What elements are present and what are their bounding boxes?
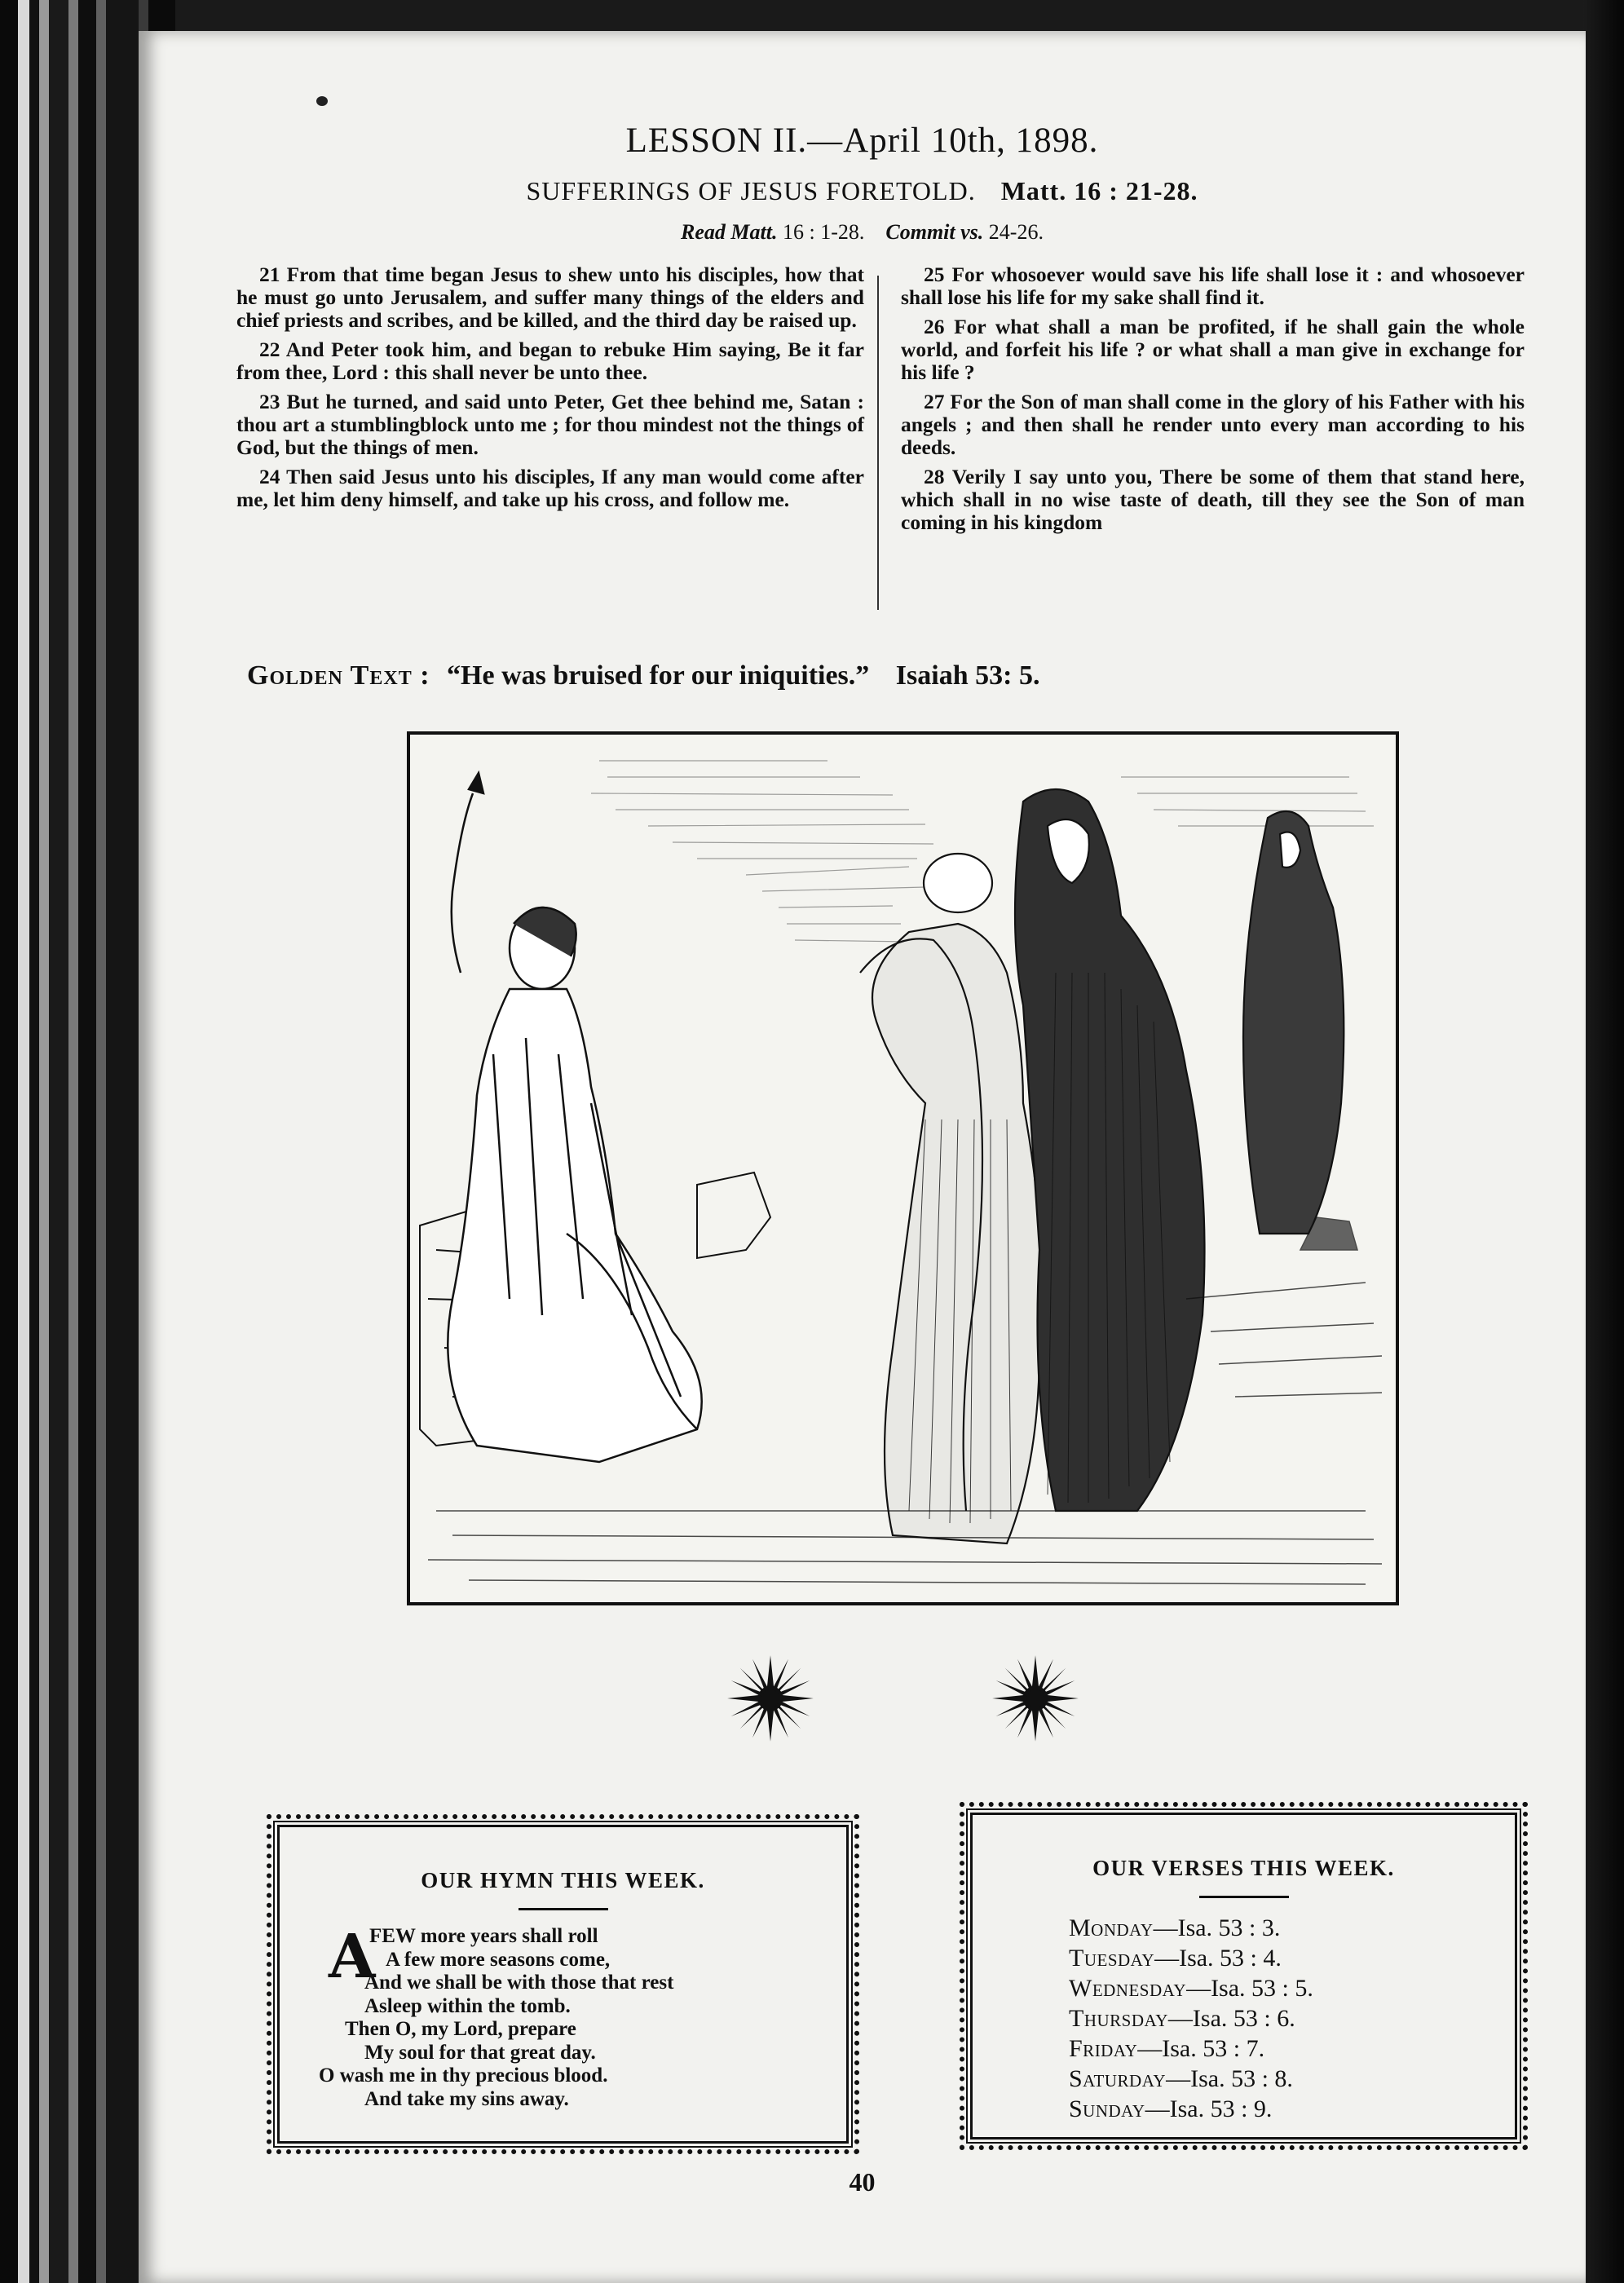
verse-day: Sunday <box>1069 2095 1145 2122</box>
verse-day: Thursday <box>1069 2005 1168 2032</box>
verse-day-item <box>1069 2003 1515 2034</box>
golden-text-quote: “He was bruised for our iniquities.” <box>447 660 870 691</box>
hymn-line: And take my sins away. <box>364 2087 569 2110</box>
verse-22: 22 And Peter took him, and began to rebuke Him saying, Be it far from thee, Lord : this shall never be unto thee. <box>236 338 864 384</box>
verse-ref: —Isa. 53 : 9. <box>1145 2095 1273 2122</box>
hymn-title-rule <box>519 1908 608 1910</box>
verse-27: 27 For the Son of man shall come in the glory of his Father with his angels ; and then shall he render unto every man according to his deeds. <box>901 390 1525 459</box>
hymn-title: OUR HYMN THIS WEEK. <box>421 1868 705 1892</box>
verse-day-item <box>1069 2094 1515 2124</box>
hymn-line: My soul for that great day. <box>364 2041 596 2064</box>
star-ornament-icon <box>991 1654 1080 1743</box>
subtitle-text: SUFFERINGS OF JESUS FORETOLD. <box>526 176 976 205</box>
book-page <box>139 31 1586 2283</box>
verse-day: Friday <box>1069 2035 1138 2062</box>
verse-ref: —Isa. 53 : 3. <box>1153 1914 1281 1941</box>
verse-day: Monday <box>1069 1914 1154 1941</box>
hymn-line: Then O, my Lord, prepare <box>345 2018 576 2040</box>
verse-24: 24 Then said Jesus unto his disciples, If any man would come after me, let him deny himself, and take up his cross, and follow me. <box>236 465 864 511</box>
hymn-body <box>319 1922 846 2111</box>
verse-day-item <box>1069 1973 1515 2003</box>
lesson-subtitle <box>139 176 1586 206</box>
hymn-line: A few more seasons come, <box>386 1948 611 1971</box>
page-number: 40 <box>849 2167 876 2197</box>
verse-26: 26 For what shall a man be profited, if he shall gain the whole world, and forfeit his life ? or what shall a man give in exchange for his life ? <box>901 315 1525 384</box>
verse-ref: —Isa. 53 : 5. <box>1186 1975 1313 2002</box>
golden-text-label: Golden Text : <box>247 660 430 691</box>
verse-day: Wednesday <box>1069 1975 1187 2002</box>
verse-21: 21 From that time began Jesus to shew unto his disciples, how that he must go unto Jerusalem, and suffer many things of the elders and chief priests and scribes, and be killed, and the third day be raised up. <box>236 263 864 332</box>
star-ornament-icon <box>726 1654 815 1743</box>
scripture-verses-left <box>236 263 864 518</box>
verse-25: 25 For whosoever would save his life shall lose it : and whosoever shall lose his life for my sake shall find it. <box>901 263 1525 309</box>
hymn-drop-cap: A <box>329 1922 376 1992</box>
verse-day-item <box>1069 1913 1515 1943</box>
lesson-title: LESSON II.—April 10th, 1898. <box>625 121 1099 160</box>
golden-text-reference: Isaiah 53: 5. <box>895 660 1040 691</box>
hymn-line: Asleep within the tomb. <box>364 1994 571 2017</box>
commit-label: Commit vs. <box>885 220 984 244</box>
golden-text <box>247 660 1039 691</box>
weekly-verses-box <box>970 1813 1517 2139</box>
scripture-reference: Matt. 16 : 21-28. <box>1000 176 1198 205</box>
weekly-verses-rule <box>1199 1896 1289 1898</box>
verse-day-item <box>1069 2034 1515 2064</box>
engraving-illustration <box>404 728 1402 1609</box>
ink-spot <box>316 96 328 106</box>
verse-ref: —Isa. 53 : 8. <box>1166 2065 1293 2092</box>
commit-reference: 24-26. <box>988 220 1044 244</box>
verse-day-item <box>1069 2064 1515 2094</box>
read-reference: 16 : 1-28. <box>782 220 865 244</box>
hymn-line: And we shall be with those that rest <box>364 1972 674 1994</box>
hymn-line: O wash me in thy precious blood. <box>319 2064 608 2086</box>
verse-23: 23 But he turned, and said unto Peter, Get thee behind me, Satan : thou art a stumblingblock unto me ; for thou mindest not the things of God, but the things of men. <box>236 390 864 459</box>
verse-28: 28 Verily I say unto you, There be some of them that stand here, which shall in no wise taste of death, till they see the Son of man coming in his kingdom <box>901 465 1525 534</box>
hymn-line: FEW more years shall roll <box>369 1925 598 1947</box>
verse-ref: —Isa. 53 : 6. <box>1167 2005 1295 2032</box>
read-commit-line <box>139 220 1586 245</box>
scripture-verses-right <box>901 263 1525 541</box>
weekly-verses-list <box>1069 1913 1515 2124</box>
hymn-box <box>277 1825 849 2144</box>
verse-day: Saturday <box>1069 2065 1167 2092</box>
verse-ref: —Isa. 53 : 7. <box>1137 2035 1265 2062</box>
verse-ref: —Isa. 53 : 4. <box>1154 1945 1282 1972</box>
verse-day: Tuesday <box>1069 1945 1155 1972</box>
column-divider <box>877 276 879 610</box>
verse-day-item <box>1069 1943 1515 1973</box>
weekly-verses-title: OUR VERSES THIS WEEK. <box>1092 1856 1395 1880</box>
read-label: Read Matt. <box>681 220 778 244</box>
book-right-edge <box>1583 0 1624 2283</box>
